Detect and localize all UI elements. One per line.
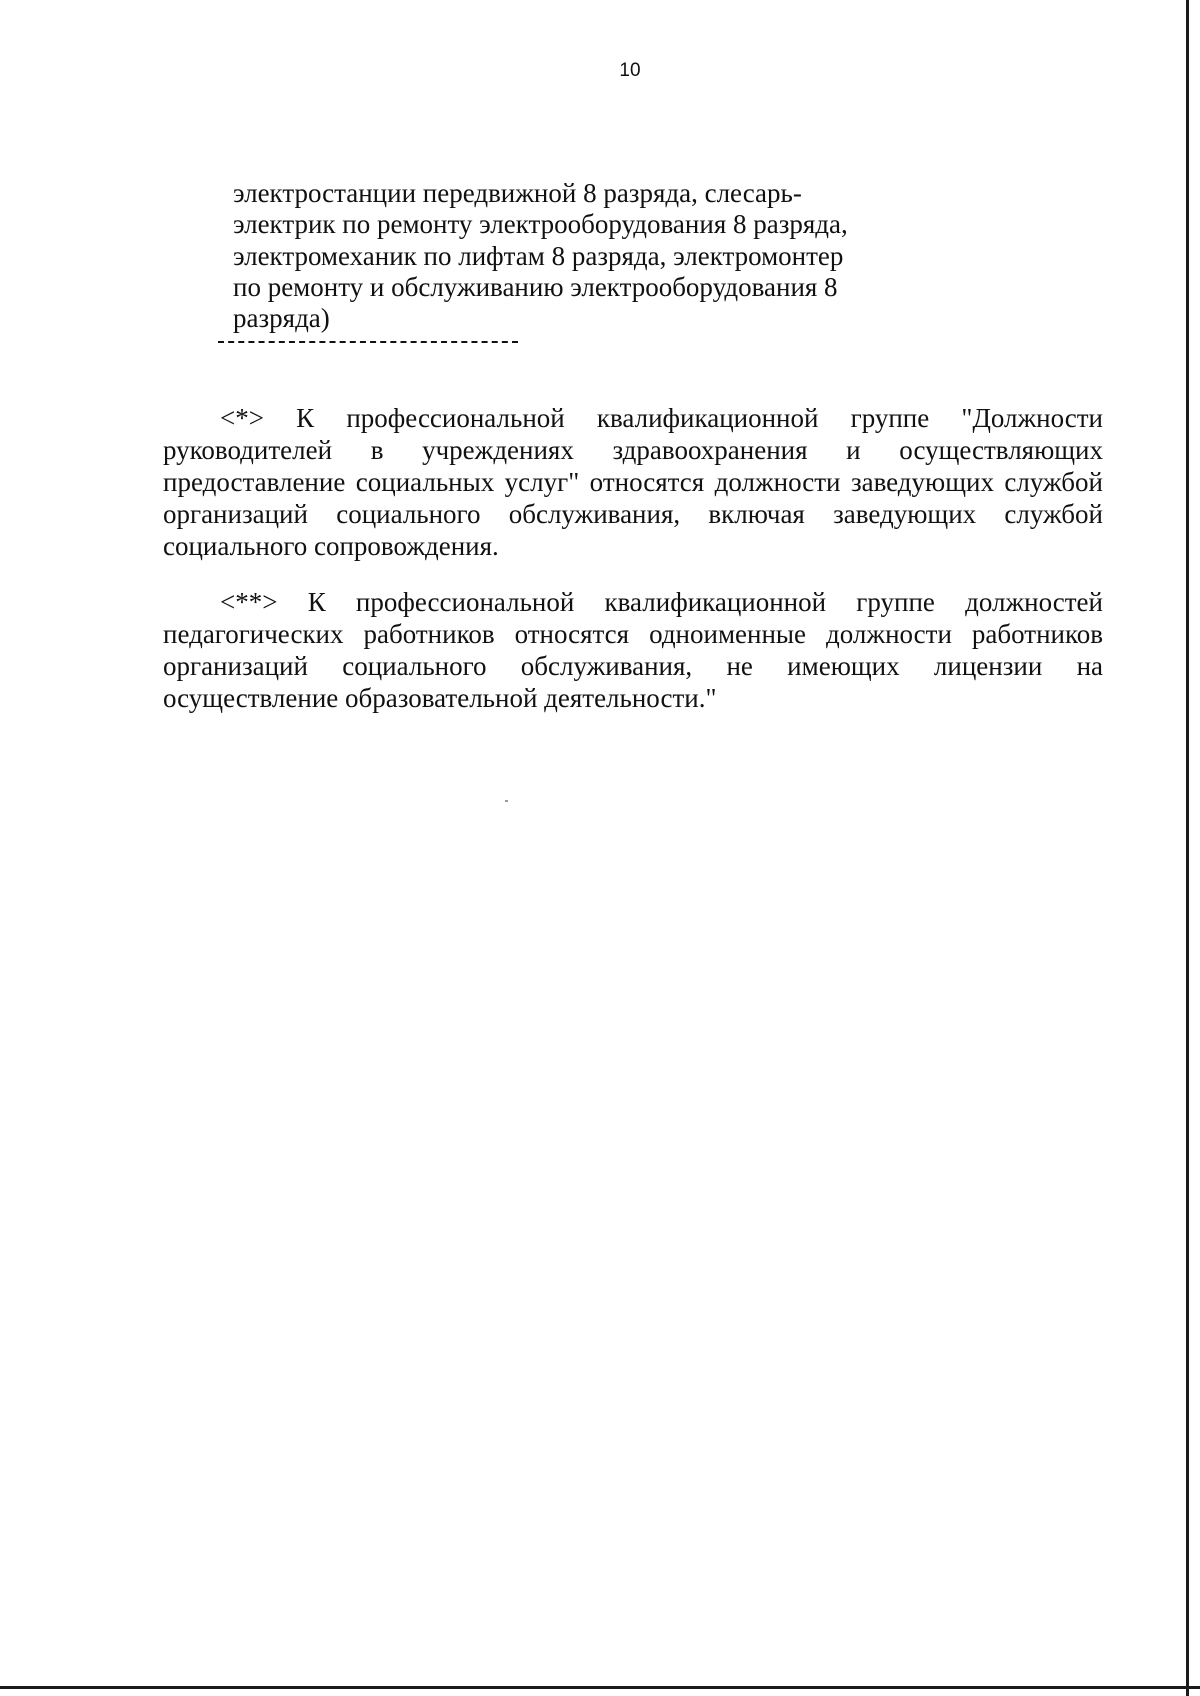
continuation-line: электромеханик по лифтам 8 разряда, электромонтер (233, 240, 844, 271)
continuation-line: по ремонту и обслуживанию электрооборудования 8 (233, 271, 838, 302)
footnote-separator (218, 341, 518, 343)
footnote-single-asterisk: <*> К профессиональной квалификационной группе "Должности руководителей в учреждениях здравоохранения и осуществляющих предоставление социальных услуг" относятся должности заведующих службой организаций социального обслуживания, включая заведующих службой социального сопровождения. (163, 403, 1103, 561)
continuation-line: разряда) (233, 303, 330, 334)
page-number: 10 (619, 60, 641, 81)
scan-speck (505, 800, 508, 802)
continuation-line: электрик по ремонту электрооборудования 8 разряда, (233, 209, 848, 240)
footnote-double-asterisk: <**> К профессиональной квалификационной группе должностей педагогических работников относятся одноименные должности работников организаций социального обслуживания, не имеющих лицензии на осуществление образовательной деятельности." (163, 587, 1103, 713)
scan-border-right (1186, 0, 1189, 1696)
scan-border-bottom (0, 1686, 1200, 1689)
table-cell-continuation (233, 178, 913, 334)
continuation-line: электростанции передвижной 8 разряда, слесарь- (233, 178, 802, 208)
